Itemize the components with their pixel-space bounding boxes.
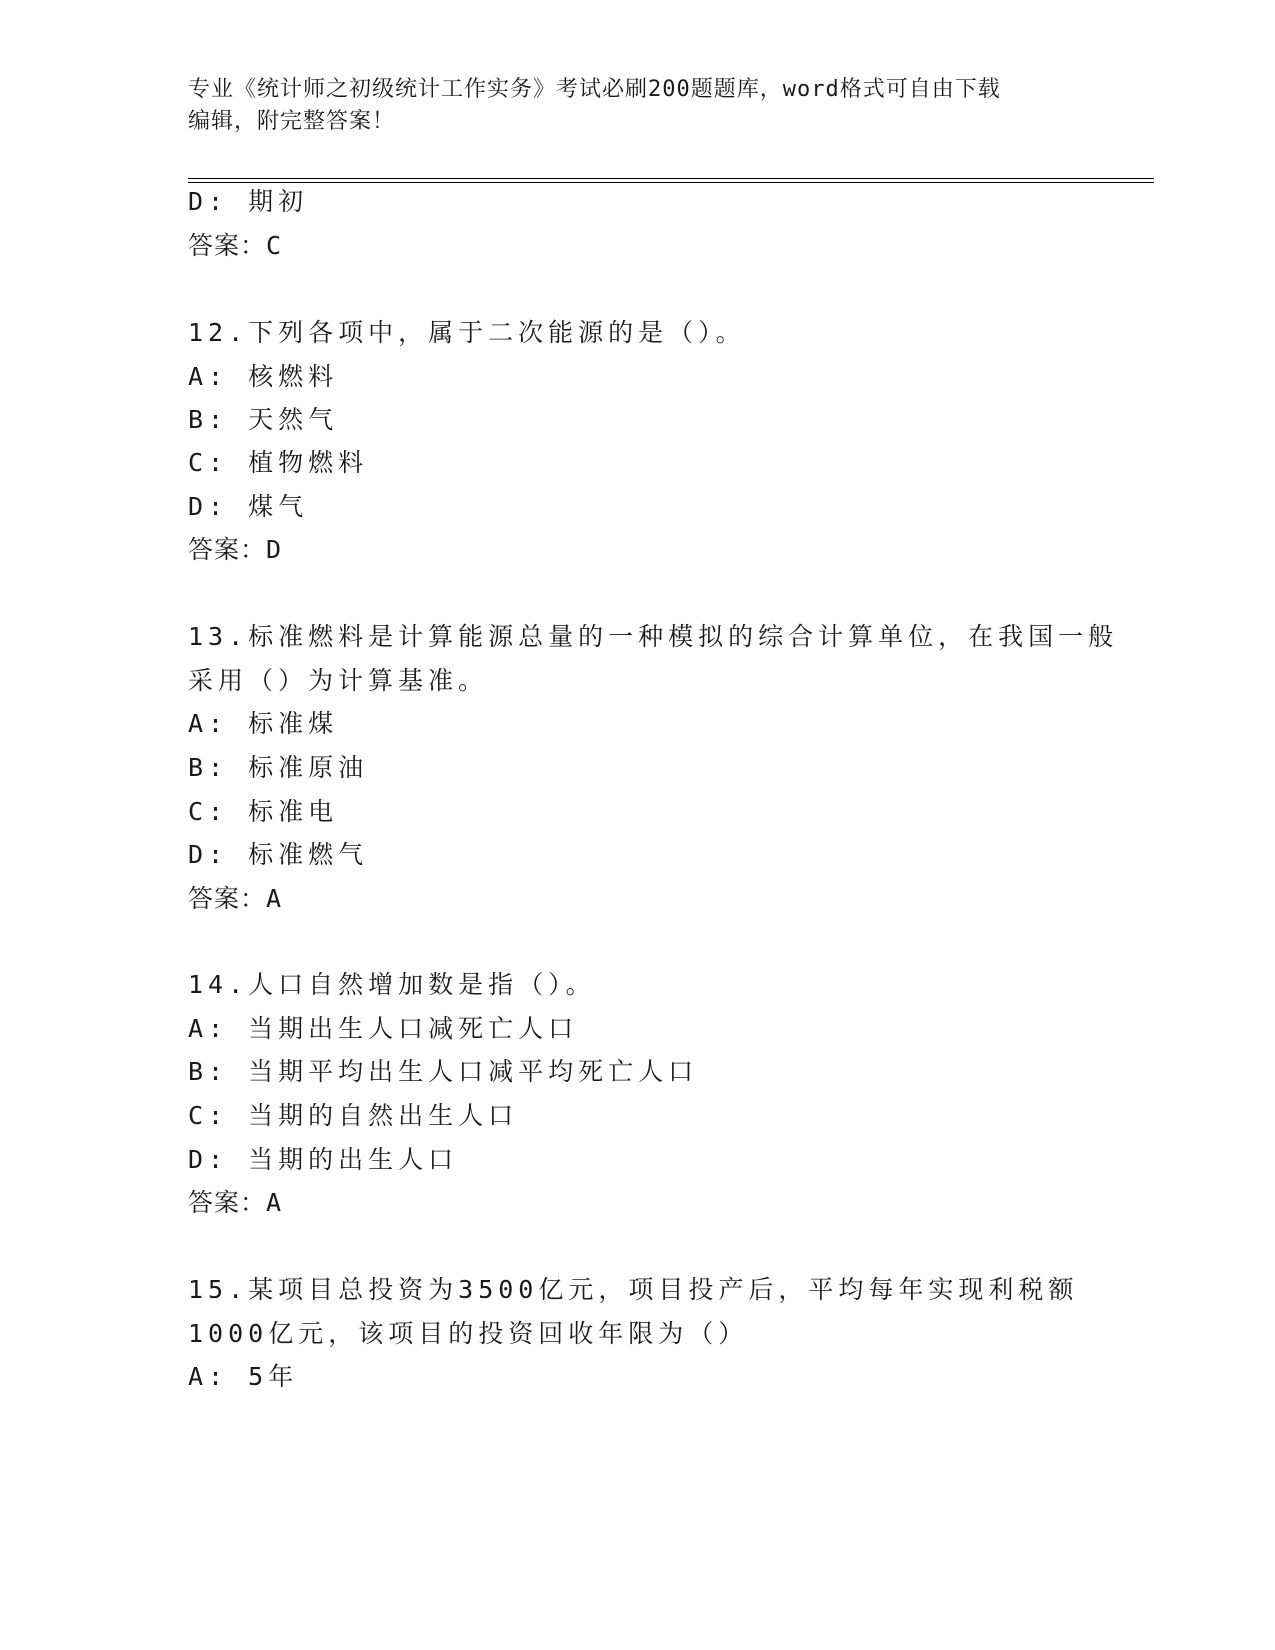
- q11-option-d: D: 期初: [188, 187, 309, 216]
- q13-answer: [188, 884, 282, 914]
- header-divider: [188, 178, 1154, 183]
- q13-option-a: A: 标准煤: [188, 709, 339, 738]
- q13-stem-line-1: 13.标准燃料是计算能源总量的一种模拟的综合计算单位，在我国一般: [188, 622, 1119, 651]
- q14-option-d: D: 当期的出生人口: [188, 1145, 459, 1174]
- answer-label: 答案：: [188, 535, 267, 564]
- q15-option-a: A: 5年: [188, 1362, 299, 1391]
- q12-option-d: D: 煤气: [188, 492, 309, 521]
- answer-value: C: [266, 231, 283, 260]
- q12-answer: [188, 535, 282, 565]
- q12-option-a: A: 核燃料: [188, 362, 339, 391]
- q11-answer: [188, 231, 282, 261]
- q14-option-c: C: 当期的自然出生人口: [188, 1101, 519, 1130]
- answer-label: 答案：: [188, 1188, 267, 1217]
- header-title-line-1: 专业《统计师之初级统计工作实务》考试必刷200题题库，word格式可自由下载: [188, 77, 1001, 102]
- q15-stem-line-2: 1000亿元，该项目的投资回收年限为（）: [188, 1319, 749, 1348]
- q12-option-b: B: 天然气: [188, 405, 339, 434]
- page-header: [188, 74, 1068, 138]
- q14-answer: [188, 1188, 282, 1218]
- answer-label: 答案：: [188, 231, 267, 260]
- answer-label: 答案：: [188, 884, 267, 913]
- q12-stem: 12.下列各项中，属于二次能源的是（）。: [188, 318, 746, 347]
- answer-value: A: [266, 884, 283, 913]
- q13-option-b: B: 标准原油: [188, 753, 369, 782]
- q14-stem: 14.人口自然增加数是指（）。: [188, 970, 596, 999]
- answer-value: D: [266, 535, 283, 564]
- q14-option-a: A: 当期出生人口减死亡人口: [188, 1014, 579, 1043]
- q13-stem-line-2: 采用（）为计算基准。: [188, 666, 489, 695]
- q13-option-d: D: 标准燃气: [188, 840, 369, 869]
- q15-stem-line-1: 15.某项目总投资为3500亿元，项目投产后，平均每年实现利税额: [188, 1275, 1079, 1304]
- q14-option-b: B: 当期平均出生人口减平均死亡人口: [188, 1057, 699, 1086]
- q12-option-c: C: 植物燃料: [188, 448, 369, 477]
- answer-value: A: [266, 1188, 283, 1217]
- header-title-line-2: 编辑，附完整答案！: [188, 109, 396, 134]
- q13-option-c: C: 标准电: [188, 797, 339, 826]
